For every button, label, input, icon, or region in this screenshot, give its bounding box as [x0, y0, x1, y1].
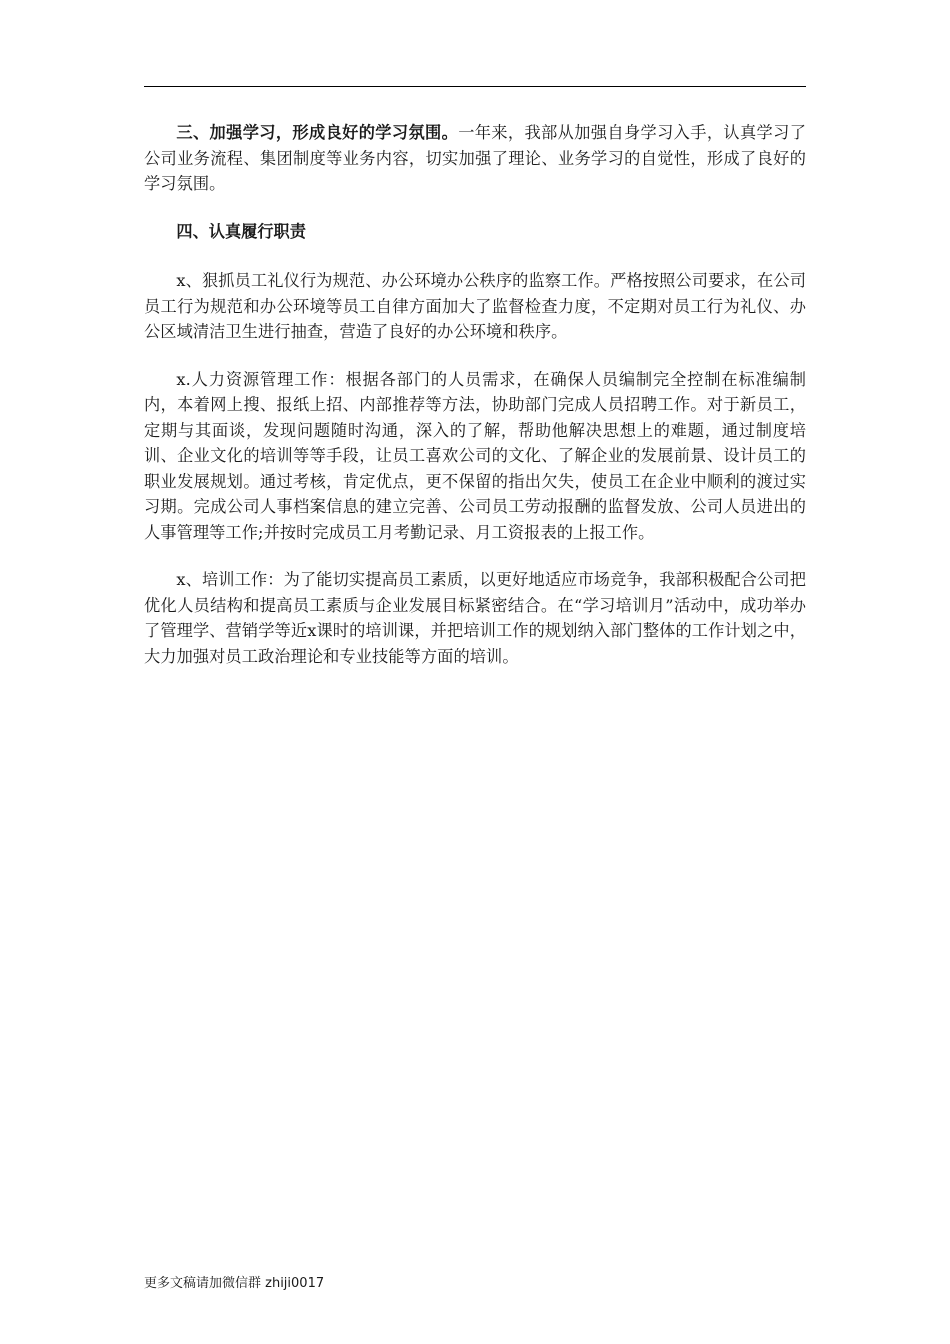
section-3-paragraph — [144, 120, 806, 197]
header-rule — [144, 86, 806, 87]
footer-note: 更多文稿请加微信群 zhiji0017 — [144, 1276, 325, 1291]
section-4-paragraph-1: x、狠抓员工礼仪行为规范、办公环境办公秩序的监察工作。严格按照公司要求，在公司员工行为规范和办公环境等员工自律方面加大了监督检查力度，不定期对员工行为礼仪、办公区域清洁卫生进行抽查，营造了良好的办公环境和秩序。 — [144, 271, 806, 341]
document-body — [144, 120, 806, 691]
section-4-paragraph-2: x.人力资源管理工作：根据各部门的人员需求，在确保人员编制完全控制在标准编制内，本着网上搜、报纸上招、内部推荐等方法，协助部门完成人员招聘工作。对于新员工，定期与其面谈，发现问题随时沟通，深入的了解，帮助他解决思想上的难题，通过制度培训、企业文化的培训等等手段，让员工喜欢公司的文化、了解企业的发展前景、设计员工的职业发展规划。通过考核，肯定优点，更不保留的指出欠失，使员工在企业中顺利的渡过实习期。完成公司人事档案信息的建立完善、公司员工劳动报酬的监督发放、公司人员进出的人事管理等工作;并按时完成员工月考勤记录、月工资报表的上报工作。 — [144, 369, 806, 542]
section-4-heading: 四、认真履行职责 — [176, 221, 306, 241]
section-3-heading: 三、加强学习，形成良好的学习氛围。 — [176, 123, 459, 142]
section-4-paragraph-3: x、培训工作：为了能切实提高员工素质，以更好地适应市场竞争，我部积极配合公司把优化人员结构和提高员工素质与企业发展目标紧密结合。在“学习培训月”活动中，成功举办了管理学、营销学等近x课时的培训课，并把培训工作的规划纳入部门整体的工作计划之中，大力加强对员工政治理论和专业技能等方面的培训。 — [144, 570, 806, 666]
section-3-body: 一年来，我部从加强自身学习入手，认真学习了公司业务流程、集团制度等业务内容，切实加强了理论、业务学习的自觉性，形成了良好的学习氛围。 — [144, 123, 806, 193]
